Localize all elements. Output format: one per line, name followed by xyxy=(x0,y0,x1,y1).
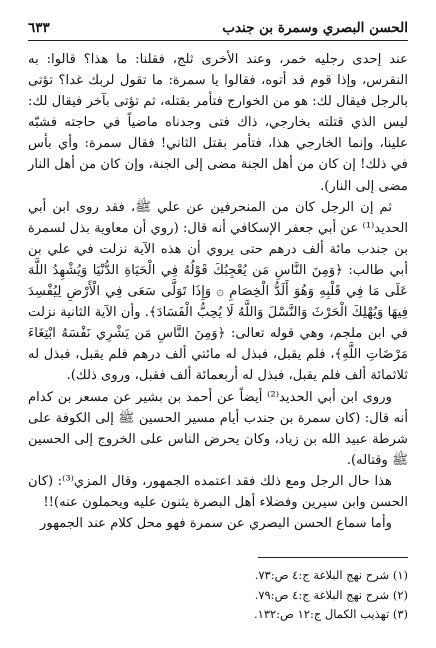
footnote-2: (٢) شرح نهج البلاغة ج:٤ ص:٧٩. xyxy=(254,587,408,602)
page-number: ٦٣٣ xyxy=(28,20,50,36)
footnote-1: (١) شرح نهج البلاغة ج:٤ ص:٧٣. xyxy=(254,568,408,582)
main-text xyxy=(28,49,408,534)
footnote-separator xyxy=(258,557,408,558)
running-title: الحسن البصري وسمرة بن جندب xyxy=(222,20,408,36)
footnotes xyxy=(28,566,408,625)
running-header xyxy=(28,20,408,41)
paragraph-2: ثم إن الرجل كان من المنحرفين عن علي ﷺ، فقد روى ابن أبي الحديد⁽¹⁾ عن أبي جعفر الإسكافي أنه قال: (روي أن معاوية بذل لسمرة بن جندب مائة ألف درهم حتى يروي أن هذه الآية نزلت في علي بن أبي طالب: ﴿وَمِنَ النَّاسِ مَن يُعْجِبُكَ قَوْلُهُ فِي الْحَيَاةِ الدُّنْيَا وَيُشْهِدُ اللَّهَ عَلَى مَا فِي قَلْبِهِ وَهُوَ أَلَدُّ الْخِصَامِ ۞ وَإِذَا تَوَلَّى سَعَى فِي الْأَرْضِ لِيُفْسِدَ فِيهَا وَيُهْلِكَ الْحَرْثَ وَالنَّسْلَ وَاللَّهُ لَا يُحِبُّ الْفَسَادَ﴾. وأن الآية الثانية نزلت في ابن ملجم، وهي قوله تعالى: ﴿وَمِنَ النَّاسِ مَن يَشْرِي نَفْسَهُ ابْتِغَاءَ مَرْضَاتِ اللَّهِ﴾، فلم يقبل، فبذل له مائتي ألف درهم فلم يقبل، فبذل له ثلاثمائة ألف فلم يقبل، فبذل له أربعمائة ألف فقبل، وروى ذلك). xyxy=(28,199,408,384)
paragraph-4: هذا حال الرجل ومع ذلك فقد اعتمده الجمهور، وقال المزي⁽³⁾: (كان الحسن وابن سيرين وفضلاء أهل البصرة يثنون عليه ويحملون عنه)!! xyxy=(28,473,408,510)
paragraph-3: وروى ابن أبي الحديد⁽²⁾ أيضاً عن أحمد بن بشير عن مسعر بن كدام أنه قال: (كان سمرة بن جندب أيام مسير الحسين ﷺ إلى الكوفة على شرطة عبيد الله بن زياد، وكان يحرض الناس على الخروج إلى الحسين ﷺ وقتاله). xyxy=(28,389,408,468)
paragraph-1: عند إحدى رجليه خمر، وعند الأخرى ثلج، فقلنا: ما هذا؟ قالوا: به النقرس، وإذا قوم قد أتوه، فقالوا يا سمرة: ما تقول لربك غدا؟ تؤتى بالرجل فيقال لك: هو من الخوارج فتأمر بقتله، ثم تؤتى بآخر فيقال لك: ليس الذي قتلته بخارجي، ذاك فتى وجدناه ماضياً في حاجته فشبّه علينا، وإنما الخارجي هذا، فتأمر بقتل الثاني! فقال سمرة: وأي بأس في ذلك! إن كان من أهل الجنة مضى إلى الجنة، وإن كان من أهل النار مضى إلى النار). xyxy=(28,52,408,194)
paragraph-5: وأما سماع الحسن البصري عن سمرة فهو محل كلام عند الجمهور xyxy=(40,516,392,532)
footnote-3: (٣) تهذيب الكمال ج:١٢ ص:١٣٢. xyxy=(253,607,408,621)
